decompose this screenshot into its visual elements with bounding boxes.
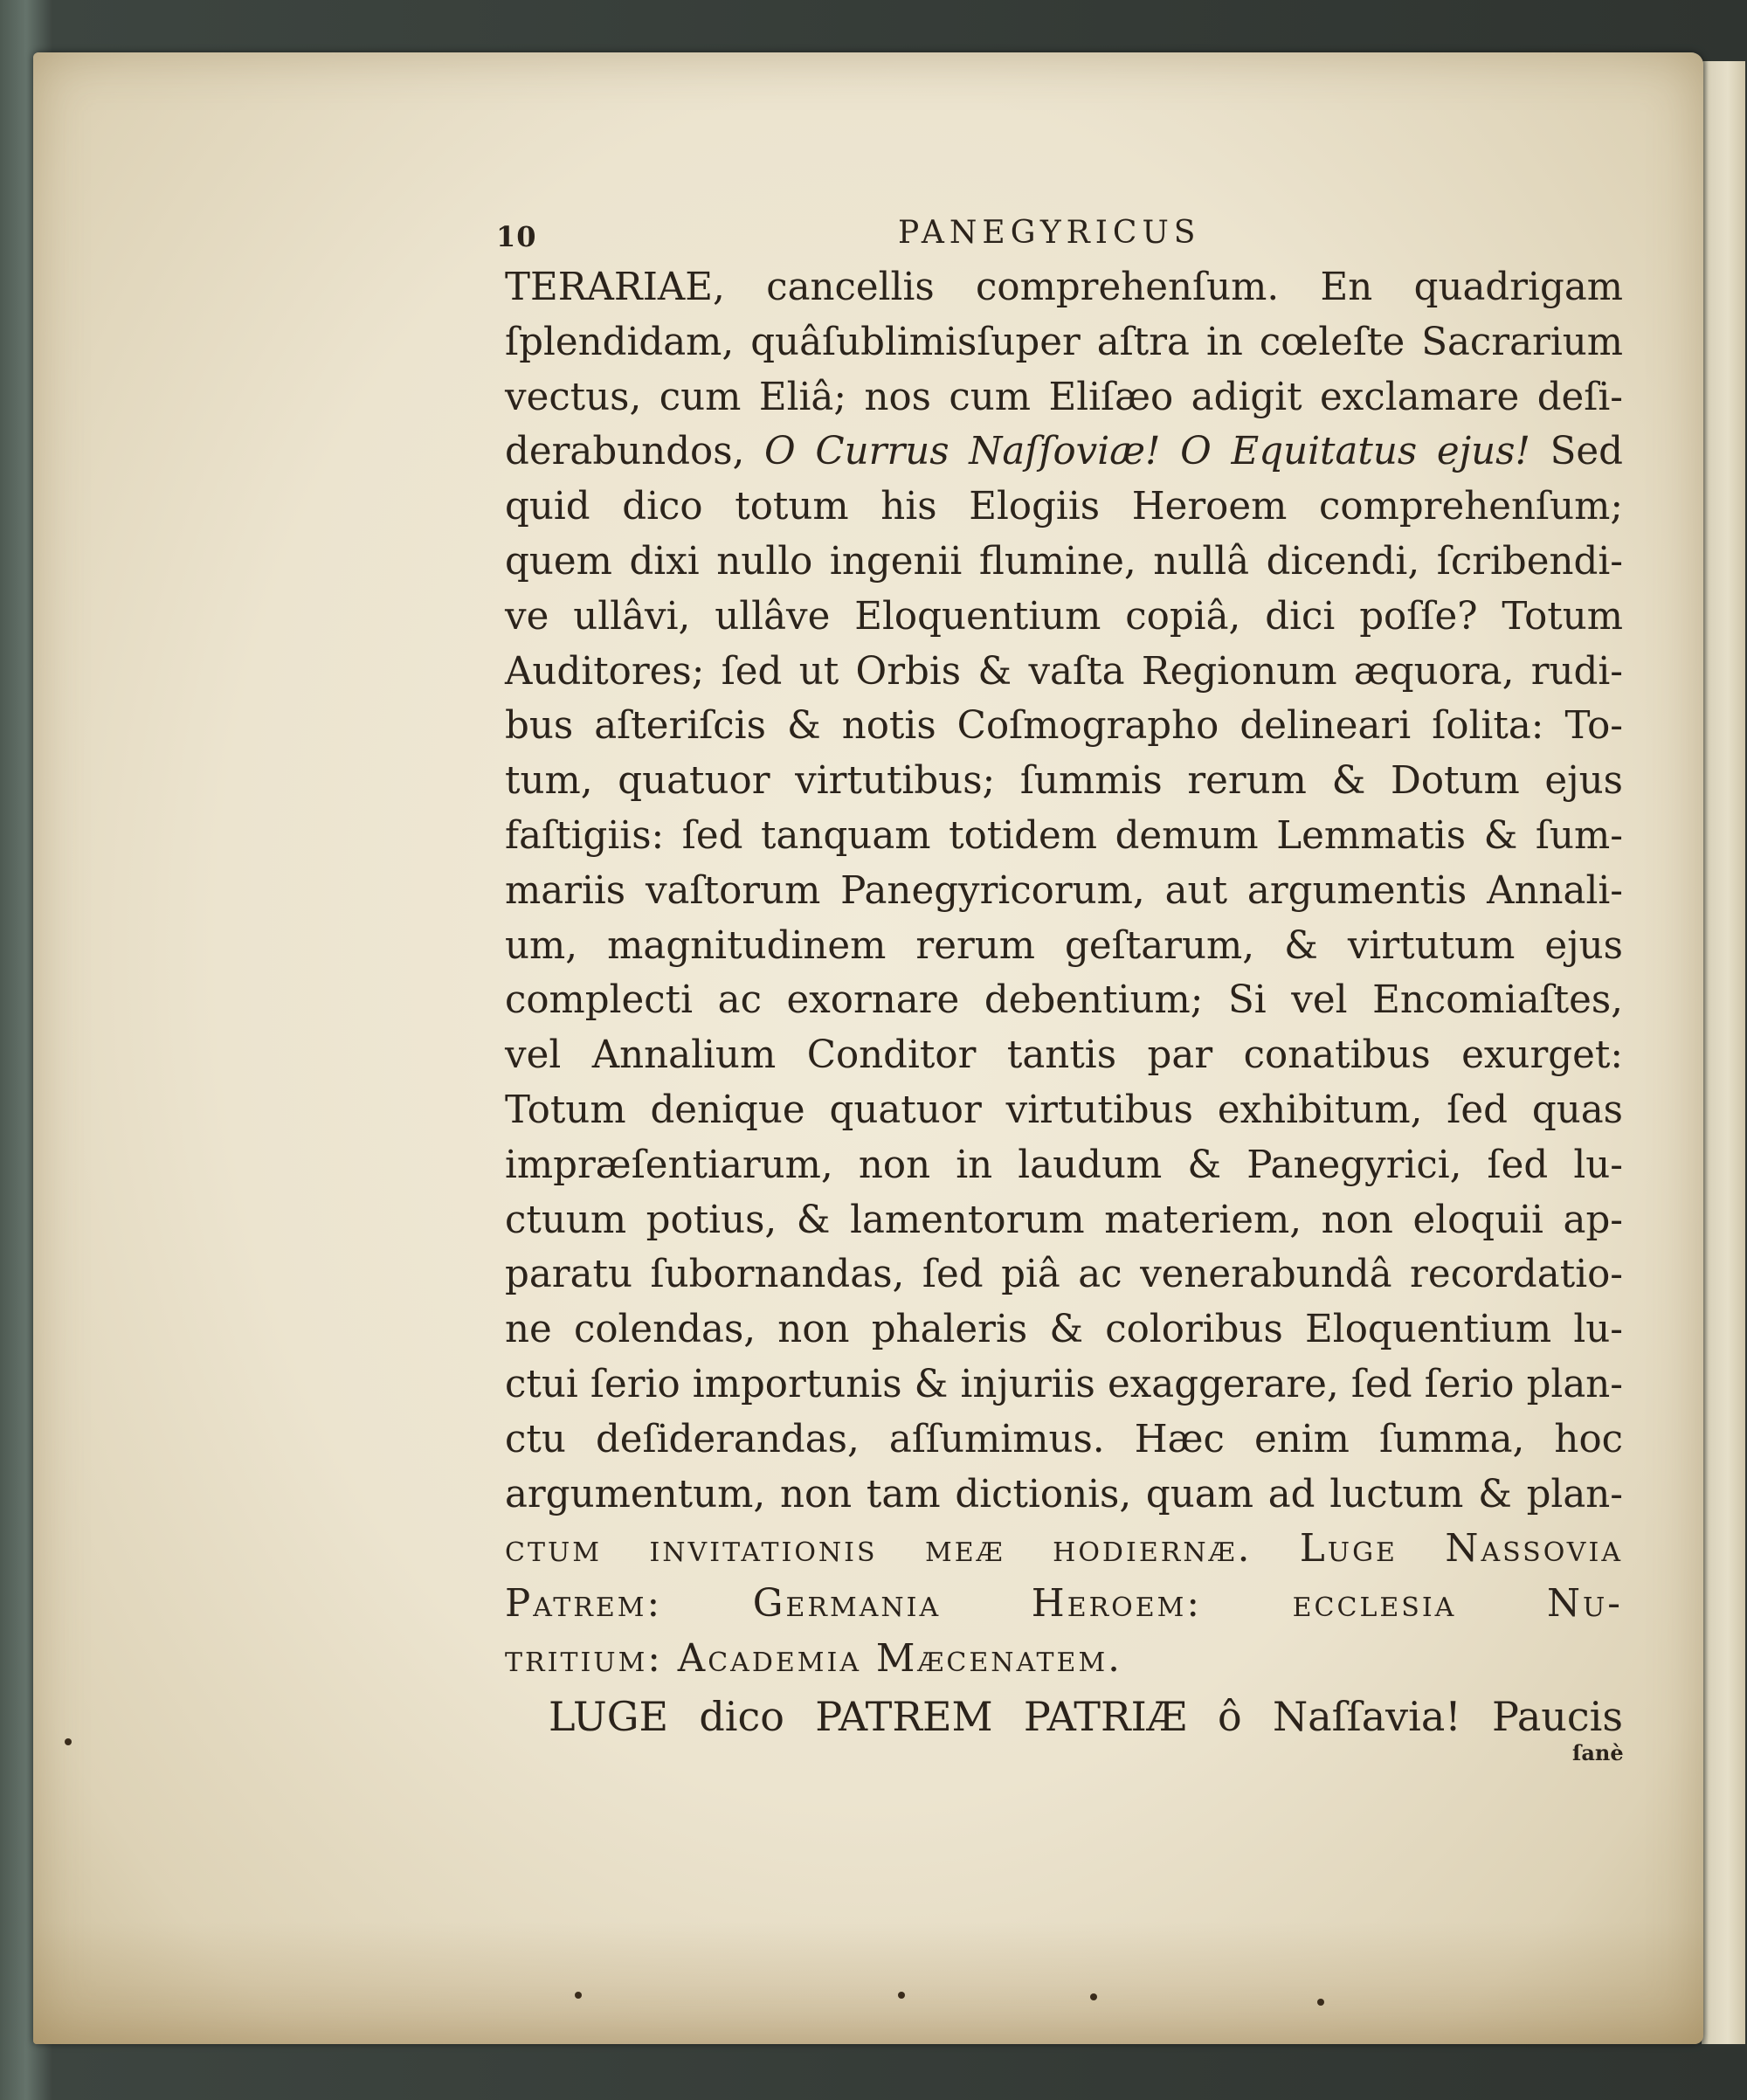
text-line: impræſentiarum, non in laudum & Panegyrici, ſed lu- bbox=[505, 1143, 1623, 1187]
text-line-end: Sed bbox=[1529, 430, 1624, 474]
text-line: TERARIAE, cancellis comprehenſum. En quadrigam bbox=[505, 266, 1623, 309]
text-line: ctui ſerio importunis & injuriis exaggerare, ſed ſerio plan- bbox=[505, 1362, 1623, 1406]
text-line: faſtigiis: ſed tanquam totidem demum Lemmatis & ſum- bbox=[505, 813, 1623, 858]
book-page bbox=[33, 52, 1703, 2044]
paper-speck bbox=[65, 1738, 72, 1745]
facing-page-edge bbox=[1702, 61, 1745, 2044]
text-line: ctu deſiderandas, aſſumimus. Hæc enim ſumma, hoc bbox=[505, 1417, 1623, 1461]
text-line: argumentum, non tam dictionis, quam ad luctum & plan- bbox=[505, 1472, 1623, 1516]
text-line: Auditores; ſed ut Orbis & vaſta Regionum æquora, rudi- bbox=[505, 649, 1623, 694]
paper-speck bbox=[1317, 1999, 1324, 2006]
text-line-start: derabundos, bbox=[505, 430, 765, 474]
italic-exclamation: O Currus Naſſoviæ! O Equitatus ejus! bbox=[764, 430, 1530, 474]
text-line: tum, quatuor virtutibus; ſummis rerum & Dotum ejus bbox=[505, 759, 1623, 804]
page-header bbox=[470, 157, 1623, 253]
text-line: Totum denique quatuor virtutibus exhibitum, ſed quas bbox=[505, 1088, 1623, 1132]
paper-speck bbox=[575, 1992, 582, 1999]
text-line bbox=[505, 425, 1623, 480]
text-line: ve ullâvi, ullâve Eloquentium copiâ, dici poſſe? Totum bbox=[505, 594, 1623, 639]
text-block bbox=[470, 157, 1624, 1765]
text-line: ctum invitationis meæ hodiernæ. Luge Nassovia bbox=[505, 1527, 1623, 1572]
running-head: PANEGYRICUS bbox=[898, 215, 1201, 251]
paper-speck bbox=[898, 1992, 905, 1999]
text-line: bus aſteriſcis & notis Coſmographo delineari ſolita: To- bbox=[505, 704, 1623, 749]
text-line: mariis vaſtorum Panegyricorum, aut argumentis Annali- bbox=[505, 868, 1623, 913]
text-line: quid dico totum his Elogiis Heroem comprehenſum; bbox=[505, 485, 1623, 529]
paper-speck bbox=[1090, 1993, 1097, 2000]
page-number: 10 bbox=[496, 220, 537, 253]
text-line: vel Annalium Conditor tantis par conatibus exurget: bbox=[505, 1033, 1623, 1078]
text-line: quem dixi nullo ingenii flumine, nullâ dicendi, ſcribendi- bbox=[505, 539, 1623, 584]
catchword: ſanè bbox=[1572, 1740, 1624, 1765]
text-line: ne colendas, non phaleris & coloribus Eloquentium lu- bbox=[505, 1308, 1623, 1352]
body-text bbox=[505, 260, 1623, 1687]
final-line: LUGE dico PATREM PATRIÆ ô Naſſavia! Paucis bbox=[549, 1693, 1623, 1740]
text-line: ctuum potius, & lamentorum materiem, non eloquii ap- bbox=[505, 1198, 1623, 1242]
text-line: paratu ſubornandas, ſed piâ ac venerabundâ recordatio- bbox=[505, 1253, 1623, 1297]
text-line: ſplendidam, quâſublimisſuper aſtra in cœleſte Sacrarium bbox=[505, 320, 1623, 364]
text-line: Patrem: Germania Heroem: ecclesia Nu- bbox=[505, 1582, 1623, 1627]
text-line: um, magnitudinem rerum geſtarum, & virtutum ejus bbox=[505, 923, 1623, 968]
text-line: vectus, cum Eliâ; nos cum Eliſæo adigit exclamare deſi- bbox=[505, 375, 1623, 419]
text-line: tritium: Academia Mæcenatem. bbox=[505, 1636, 1122, 1681]
text-line: complecti ac exornare debentium; Si vel Encomiaſtes, bbox=[505, 978, 1623, 1023]
